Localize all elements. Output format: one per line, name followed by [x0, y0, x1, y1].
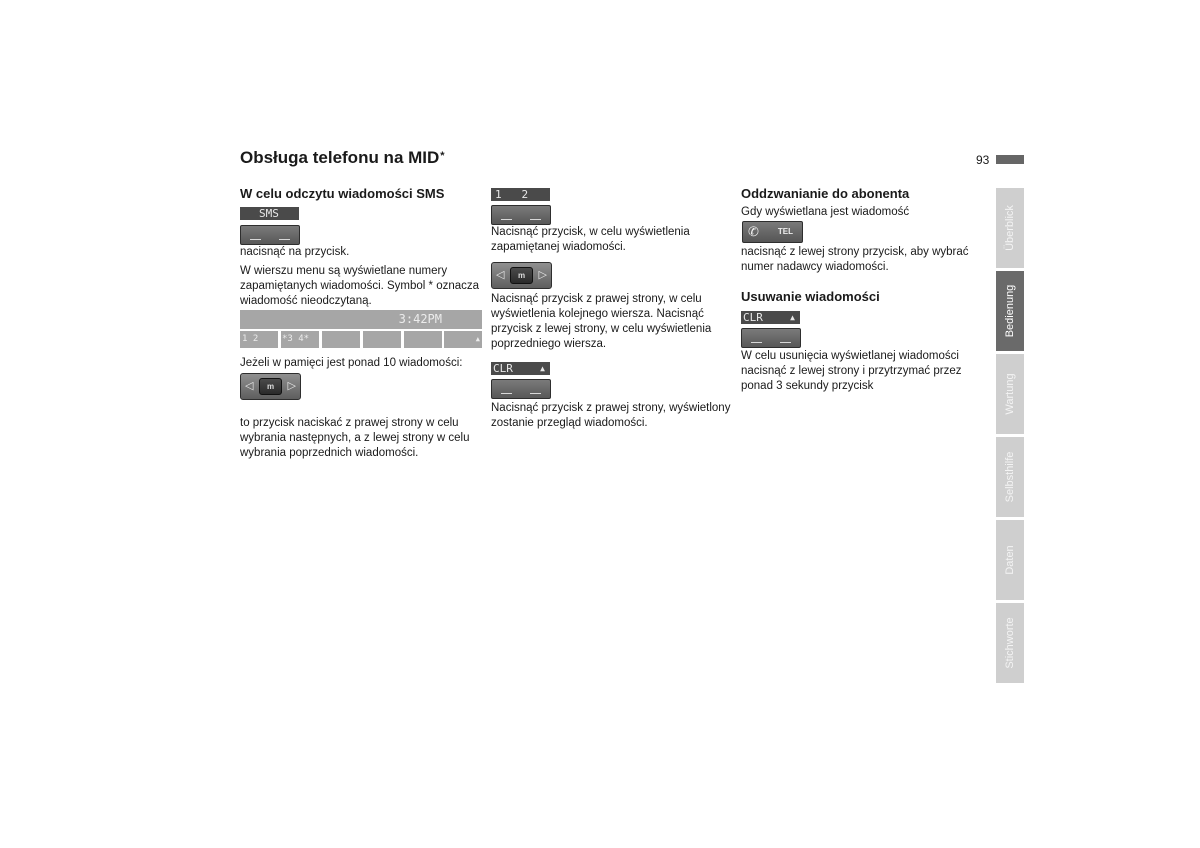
lcd-clr-label [491, 362, 550, 375]
lcd-sms-label: SMS [240, 207, 299, 220]
display-top-row [240, 310, 482, 329]
paragraph: Jeżeli w pamięci jest ponad 10 wiadomości: [240, 357, 463, 369]
page-number: 93 [976, 153, 990, 167]
menu-center-icon: m [259, 378, 282, 395]
tab-bedienung[interactable]: Bedienung [996, 271, 1024, 351]
title-asterisk: * [440, 150, 445, 162]
softkey-button[interactable] [240, 225, 300, 245]
arrow-right-icon: ▷ [538, 269, 547, 281]
lcd-clr-text: CLR [743, 311, 763, 324]
tel-label: TEL [777, 227, 793, 236]
paragraph: Nacisnąć przycisk, w celu wyświetlenia zapamiętanej wiadomości. [491, 226, 690, 253]
tab-selbsthilfe[interactable]: Selbsthilfe [996, 437, 1024, 517]
heading-read-sms: W celu odczytu wiadomości SMS [240, 186, 445, 201]
paragraph: to przycisk naciskać z prawej strony w celu wybrania następnych, a z lewej strony w celu wybrania poprzednich wiadomości. [240, 417, 470, 459]
tab-wartung[interactable]: Wartung [996, 354, 1024, 434]
paragraph: Gdy wyświetlana jest wiadomość [741, 206, 910, 218]
softkey-button[interactable] [741, 328, 801, 348]
display-cell[interactable]: 1 2 [240, 331, 278, 348]
rocker-button[interactable] [240, 373, 301, 400]
paragraph: W celu usunięcia wyświetlanej wiadomości nacisnąć z lewej strony i przytrzymać przez ponad 3 sekundy przycisk [741, 350, 962, 392]
tab-daten[interactable]: Daten [996, 520, 1024, 600]
heading-delete-message: Usuwanie wiadomości [741, 289, 880, 304]
heading-call-back: Oddzwanianie do abonenta [741, 186, 910, 201]
display-menu-row [240, 331, 482, 348]
softkey-button[interactable] [491, 379, 551, 399]
menu-center-icon: m [510, 267, 533, 284]
page-number-bar [996, 155, 1024, 164]
softkey-button[interactable] [491, 205, 551, 225]
display-cell-up-arrow[interactable]: ▲ [444, 331, 482, 348]
up-triangle-icon: ▲ [790, 313, 795, 322]
paragraph: Nacisnąć przycisk z prawej strony, w celu wyświetlenia kolejnego wiersza. Nacisnąć przycisk z lewej strony, w celu wyświetlenia poprzedniego wiersza. [491, 293, 712, 350]
up-triangle-icon: ▲ [540, 364, 545, 373]
paragraph: nacisnąć z lewej strony przycisk, aby wybrać numer nadawcy wiadomości. [741, 246, 969, 273]
paragraph: Nacisnąć przycisk z prawej strony, wyświetlony zostanie przegląd wiadomości. [491, 402, 731, 429]
mid-display [240, 310, 482, 348]
tab-uberblick[interactable]: Überblick [996, 188, 1024, 268]
arrow-right-icon: ▷ [287, 380, 296, 392]
tel-button[interactable] [742, 221, 803, 243]
lcd-menu-12: 1 2 [491, 188, 550, 201]
rocker-button[interactable] [491, 262, 552, 289]
paragraph: W wierszu menu są wyświetlane numery zapamiętanych wiadomości. Symbol * oznacza wiadomość nieodczytaną. [240, 265, 480, 307]
lcd-clr-label [741, 311, 800, 324]
page-title-text: Obsługa telefonu na MID [240, 148, 440, 167]
display-cell[interactable] [404, 331, 442, 348]
lcd-clr-text: CLR [493, 362, 513, 375]
display-cell[interactable]: *3 4* [281, 331, 319, 348]
display-cell[interactable] [363, 331, 401, 348]
display-cell[interactable] [322, 331, 360, 348]
paragraph: nacisnąć na przycisk. [240, 246, 350, 258]
arrow-left-icon: ◁ [496, 269, 505, 281]
display-time: 3:42PM [398, 312, 442, 326]
arrow-left-icon: ◁ [245, 380, 254, 392]
phone-handset-icon: ✆ [748, 224, 759, 239]
tab-stichworte[interactable]: Stichworte [996, 603, 1024, 683]
page-title [240, 148, 445, 168]
